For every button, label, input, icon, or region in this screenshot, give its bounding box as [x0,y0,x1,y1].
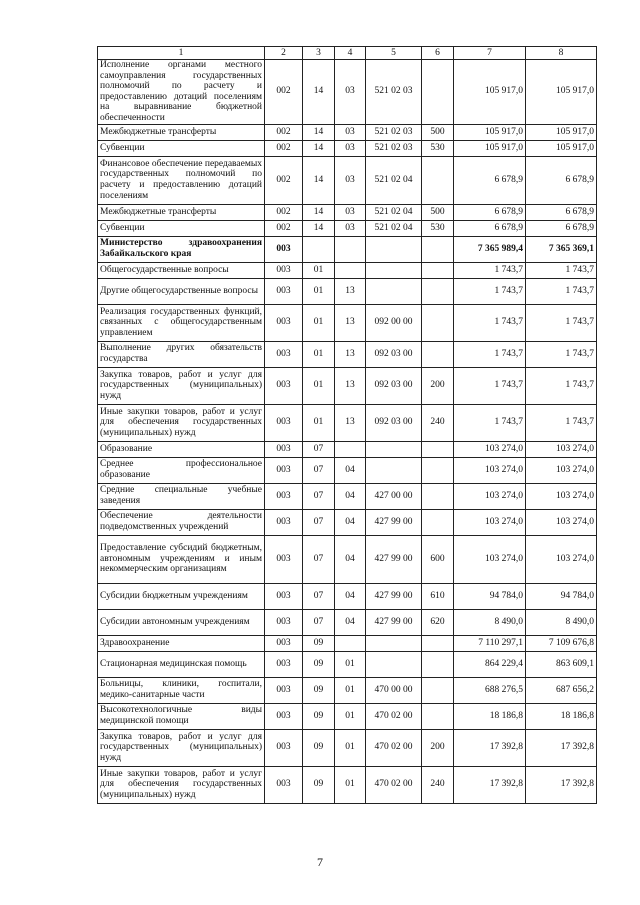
table-row [98,124,597,140]
row-amount-2-cell: 17 392,8 [526,766,597,803]
row-code-cell: 003 [265,278,303,304]
row-code-cell: 003 [265,404,303,441]
header-cell-3: 3 [303,47,335,60]
row-name-cell: Среднее профессиональное образование [98,457,265,483]
row-amount-1-cell: 103 274,0 [454,535,526,583]
row-amount-2-cell: 18 186,8 [526,703,597,729]
header-cell-8: 8 [526,47,597,60]
row-code-cell: 003 [265,609,303,635]
row-amount-2-cell: 103 274,0 [526,441,597,457]
row-target-article-cell: 521 02 03 [366,60,422,125]
row-name-cell: Межбюджетные трансферты [98,204,265,220]
table-row [98,236,597,262]
row-section-cell: 07 [303,609,335,635]
row-name-cell: Выполнение других обязательств государства [98,341,265,367]
row-subsection-cell: 04 [335,583,366,609]
row-section-cell: 14 [303,204,335,220]
row-expense-type-cell [422,278,454,304]
row-code-cell: 002 [265,156,303,204]
row-expense-type-cell [422,236,454,262]
row-subsection-cell: 03 [335,60,366,125]
row-name-cell: Субвенции [98,140,265,156]
row-name-cell: Исполнение органами местного самоуправления государственных полномочий по расчету и предоставлению дотаций поселениям на выравнивание бюджетной обеспеченности [98,60,265,125]
row-section-cell: 14 [303,124,335,140]
row-amount-1-cell: 1 743,7 [454,278,526,304]
row-name-cell: Субвенции [98,220,265,236]
row-target-article-cell: 427 99 00 [366,535,422,583]
row-amount-1-cell: 7 110 297,1 [454,635,526,651]
row-amount-1-cell: 103 274,0 [454,441,526,457]
row-name-cell: Закупка товаров, работ и услуг для государственных (муниципальных) нужд [98,729,265,766]
row-subsection-cell: 03 [335,140,366,156]
row-amount-2-cell: 105 917,0 [526,60,597,125]
row-expense-type-cell [422,457,454,483]
table-row [98,156,597,204]
row-amount-2-cell: 105 917,0 [526,140,597,156]
row-subsection-cell: 03 [335,156,366,204]
table-row [98,609,597,635]
row-subsection-cell [335,236,366,262]
row-amount-1-cell: 18 186,8 [454,703,526,729]
row-amount-1-cell: 1 743,7 [454,341,526,367]
row-section-cell: 09 [303,635,335,651]
row-amount-2-cell: 103 274,0 [526,509,597,535]
row-subsection-cell: 03 [335,220,366,236]
row-name-cell: Образование [98,441,265,457]
row-amount-1-cell: 864 229,4 [454,651,526,677]
row-section-cell [303,236,335,262]
row-section-cell: 09 [303,677,335,703]
header-cell-5: 5 [366,47,422,60]
header-cell-6: 6 [422,47,454,60]
row-subsection-cell: 13 [335,341,366,367]
row-code-cell: 002 [265,220,303,236]
row-name-cell: Общегосударственные вопросы [98,262,265,278]
row-code-cell: 003 [265,535,303,583]
row-amount-1-cell: 94 784,0 [454,583,526,609]
row-code-cell: 003 [265,262,303,278]
row-name-cell: Предоставление субсидий бюджетным, автономным учреждениям и иным некоммерческим организациям [98,535,265,583]
row-name-cell: Стационарная медицинская помощь [98,651,265,677]
row-code-cell: 003 [265,703,303,729]
row-code-cell: 003 [265,367,303,404]
row-expense-type-cell: 240 [422,404,454,441]
row-expense-type-cell [422,677,454,703]
row-amount-1-cell: 688 276,5 [454,677,526,703]
row-amount-2-cell: 94 784,0 [526,583,597,609]
row-section-cell: 14 [303,140,335,156]
row-expense-type-cell: 610 [422,583,454,609]
table-row [98,140,597,156]
row-amount-1-cell: 105 917,0 [454,60,526,125]
table-header [98,47,597,60]
row-amount-2-cell: 7 365 369,1 [526,236,597,262]
row-name-cell: Обеспечение деятельности подведомственных учреждений [98,509,265,535]
row-section-cell: 07 [303,583,335,609]
row-amount-1-cell: 1 743,7 [454,304,526,341]
table-row [98,367,597,404]
row-expense-type-cell: 200 [422,729,454,766]
row-amount-1-cell: 103 274,0 [454,457,526,483]
row-amount-2-cell: 1 743,7 [526,304,597,341]
row-name-cell: Субсидии бюджетным учреждениям [98,583,265,609]
row-subsection-cell: 01 [335,729,366,766]
row-amount-2-cell: 687 656,2 [526,677,597,703]
row-amount-2-cell: 103 274,0 [526,457,597,483]
row-expense-type-cell [422,441,454,457]
row-amount-2-cell: 1 743,7 [526,278,597,304]
row-code-cell: 003 [265,635,303,651]
row-amount-2-cell: 103 274,0 [526,535,597,583]
row-amount-1-cell: 105 917,0 [454,140,526,156]
table-body [98,60,597,804]
row-section-cell: 01 [303,404,335,441]
table-row [98,583,597,609]
row-section-cell: 09 [303,651,335,677]
row-target-article-cell: 521 02 04 [366,156,422,204]
row-name-cell: Средние специальные учебные заведения [98,483,265,509]
budget-table [97,46,597,804]
row-target-article-cell: 427 99 00 [366,509,422,535]
row-target-article-cell [366,635,422,651]
row-code-cell: 003 [265,341,303,367]
table-row [98,703,597,729]
row-amount-1-cell: 7 365 989,4 [454,236,526,262]
row-expense-type-cell [422,262,454,278]
row-target-article-cell: 470 02 00 [366,766,422,803]
row-subsection-cell: 13 [335,404,366,441]
row-amount-1-cell: 105 917,0 [454,124,526,140]
row-target-article-cell: 427 99 00 [366,583,422,609]
row-code-cell: 003 [265,729,303,766]
row-amount-1-cell: 6 678,9 [454,156,526,204]
row-target-article-cell: 092 00 00 [366,304,422,341]
table-row [98,204,597,220]
table-row [98,60,597,125]
row-code-cell: 003 [265,677,303,703]
row-target-article-cell [366,262,422,278]
row-name-cell: Больницы, клиники, госпитали, медико-санитарные части [98,677,265,703]
table-row [98,441,597,457]
row-target-article-cell [366,441,422,457]
row-target-article-cell: 521 02 03 [366,124,422,140]
row-expense-type-cell [422,651,454,677]
row-section-cell: 14 [303,60,335,125]
row-section-cell: 09 [303,703,335,729]
row-subsection-cell: 04 [335,509,366,535]
row-name-cell: Здравоохранение [98,635,265,651]
row-section-cell: 01 [303,278,335,304]
table-row [98,457,597,483]
row-amount-1-cell: 103 274,0 [454,509,526,535]
table-row [98,766,597,803]
row-subsection-cell [335,441,366,457]
row-expense-type-cell [422,635,454,651]
row-amount-1-cell: 17 392,8 [454,766,526,803]
row-expense-type-cell: 620 [422,609,454,635]
row-amount-1-cell: 1 743,7 [454,262,526,278]
row-amount-2-cell: 8 490,0 [526,609,597,635]
row-code-cell: 003 [265,304,303,341]
row-name-cell: Субсидии автономным учреждениям [98,609,265,635]
row-expense-type-cell [422,509,454,535]
row-subsection-cell: 03 [335,124,366,140]
row-amount-2-cell: 6 678,9 [526,156,597,204]
header-row [98,47,597,60]
row-subsection-cell: 13 [335,304,366,341]
row-amount-1-cell: 1 743,7 [454,404,526,441]
row-code-cell: 002 [265,60,303,125]
row-amount-2-cell: 1 743,7 [526,262,597,278]
row-code-cell: 002 [265,140,303,156]
table-row [98,341,597,367]
row-section-cell: 01 [303,262,335,278]
row-expense-type-cell [422,304,454,341]
row-name-cell: Высокотехнологичные виды медицинской помощи [98,703,265,729]
row-code-cell: 003 [265,457,303,483]
table-row [98,304,597,341]
row-amount-2-cell: 105 917,0 [526,124,597,140]
row-name-cell: Закупка товаров, работ и услуг для государственных (муниципальных) нужд [98,367,265,404]
table-row [98,651,597,677]
row-expense-type-cell: 500 [422,204,454,220]
row-amount-1-cell: 6 678,9 [454,220,526,236]
row-code-cell: 003 [265,766,303,803]
row-target-article-cell: 427 99 00 [366,609,422,635]
row-expense-type-cell: 240 [422,766,454,803]
row-section-cell: 09 [303,729,335,766]
row-section-cell: 01 [303,341,335,367]
row-subsection-cell: 13 [335,278,366,304]
page-number: 7 [317,855,323,869]
row-subsection-cell: 01 [335,703,366,729]
row-subsection-cell [335,635,366,651]
row-expense-type-cell [422,60,454,125]
row-expense-type-cell [422,156,454,204]
row-amount-2-cell: 17 392,8 [526,729,597,766]
row-section-cell: 01 [303,304,335,341]
row-amount-1-cell: 1 743,7 [454,367,526,404]
row-amount-2-cell: 7 109 676,8 [526,635,597,651]
row-subsection-cell: 01 [335,677,366,703]
table-row [98,262,597,278]
row-amount-1-cell: 17 392,8 [454,729,526,766]
row-code-cell: 003 [265,651,303,677]
row-subsection-cell: 03 [335,204,366,220]
row-subsection-cell: 04 [335,609,366,635]
row-section-cell: 09 [303,766,335,803]
row-expense-type-cell: 600 [422,535,454,583]
row-target-article-cell: 092 03 00 [366,341,422,367]
table-row [98,635,597,651]
row-expense-type-cell: 500 [422,124,454,140]
row-target-article-cell: 521 02 03 [366,140,422,156]
row-expense-type-cell [422,483,454,509]
table-row [98,509,597,535]
row-target-article-cell: 427 00 00 [366,483,422,509]
row-name-cell: Межбюджетные трансферты [98,124,265,140]
table-row [98,535,597,583]
row-section-cell: 07 [303,457,335,483]
row-amount-1-cell: 103 274,0 [454,483,526,509]
table-row [98,278,597,304]
table-row [98,220,597,236]
row-name-cell: Другие общегосударственные вопросы [98,278,265,304]
row-code-cell: 003 [265,441,303,457]
row-amount-2-cell: 103 274,0 [526,483,597,509]
row-target-article-cell [366,651,422,677]
row-section-cell: 14 [303,156,335,204]
row-subsection-cell: 04 [335,535,366,583]
row-name-cell: Министерство здравоохранения Забайкальского края [98,236,265,262]
row-section-cell: 01 [303,367,335,404]
table-row [98,483,597,509]
row-expense-type-cell: 200 [422,367,454,404]
table-row [98,677,597,703]
row-target-article-cell: 521 02 04 [366,220,422,236]
row-amount-2-cell: 6 678,9 [526,220,597,236]
row-target-article-cell [366,278,422,304]
row-target-article-cell [366,457,422,483]
header-cell-7: 7 [454,47,526,60]
row-code-cell: 003 [265,509,303,535]
table-row [98,729,597,766]
row-name-cell: Иные закупки товаров, работ и услуг для обеспечения государственных (муниципальных) нужд [98,766,265,803]
row-code-cell: 002 [265,204,303,220]
row-section-cell: 07 [303,441,335,457]
row-target-article-cell: 521 02 04 [366,204,422,220]
row-amount-2-cell: 1 743,7 [526,367,597,404]
row-target-article-cell: 470 02 00 [366,703,422,729]
row-amount-2-cell: 6 678,9 [526,204,597,220]
row-target-article-cell [366,236,422,262]
row-name-cell: Финансовое обеспечение передаваемых государственных полномочий по расчету и предоставлению дотаций поселениям [98,156,265,204]
row-target-article-cell: 470 00 00 [366,677,422,703]
row-expense-type-cell [422,703,454,729]
row-section-cell: 07 [303,483,335,509]
row-expense-type-cell [422,341,454,367]
row-code-cell: 003 [265,483,303,509]
row-amount-2-cell: 1 743,7 [526,404,597,441]
row-subsection-cell: 13 [335,367,366,404]
row-section-cell: 07 [303,509,335,535]
row-amount-2-cell: 863 609,1 [526,651,597,677]
header-cell-1: 1 [98,47,265,60]
row-section-cell: 07 [303,535,335,583]
row-subsection-cell: 04 [335,457,366,483]
row-target-article-cell: 092 03 00 [366,367,422,404]
row-subsection-cell: 04 [335,483,366,509]
row-section-cell: 14 [303,220,335,236]
row-code-cell: 002 [265,124,303,140]
row-subsection-cell: 01 [335,651,366,677]
table-row [98,404,597,441]
row-target-article-cell: 470 02 00 [366,729,422,766]
row-amount-1-cell: 8 490,0 [454,609,526,635]
row-subsection-cell: 01 [335,766,366,803]
row-amount-2-cell: 1 743,7 [526,341,597,367]
row-expense-type-cell: 530 [422,140,454,156]
row-code-cell: 003 [265,236,303,262]
row-name-cell: Иные закупки товаров, работ и услуг для обеспечения государственных (муниципальных) нужд [98,404,265,441]
row-target-article-cell: 092 03 00 [366,404,422,441]
row-name-cell: Реализация государственных функций, связанных с общегосударственным управлением [98,304,265,341]
row-code-cell: 003 [265,583,303,609]
row-expense-type-cell: 530 [422,220,454,236]
header-cell-4: 4 [335,47,366,60]
row-amount-1-cell: 6 678,9 [454,204,526,220]
header-cell-2: 2 [265,47,303,60]
row-subsection-cell [335,262,366,278]
